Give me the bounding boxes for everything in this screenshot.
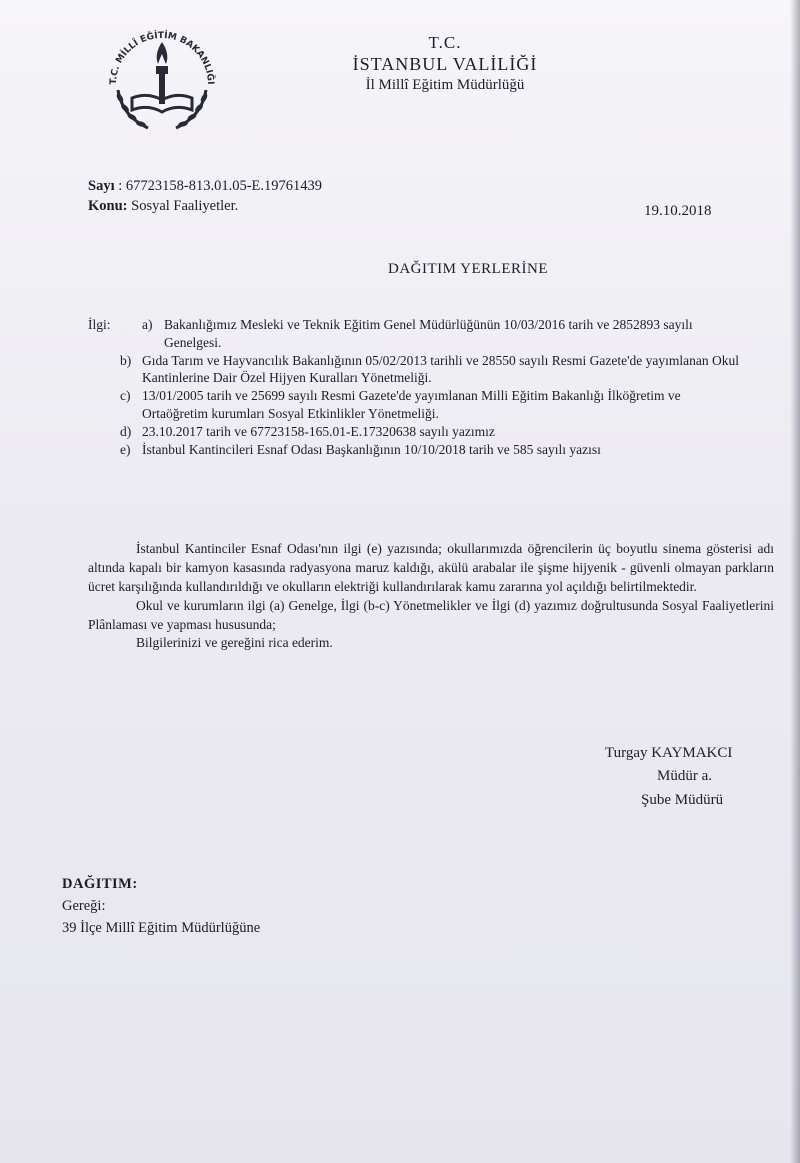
signature-block [605,742,775,812]
reference-item [120,387,748,423]
signer-name: Turgay KAYMAKCI [605,745,733,761]
reference-letter: c) [120,388,131,404]
header-directorate: İl Millî Eğitim Müdürlüğü [365,76,525,93]
header-governorship: İSTANBUL VALİLİĞİ [352,54,538,75]
letterhead [330,32,560,95]
reference-text: Bakanlığımız Mesleki ve Teknik Eğitim Genel Müdürlüğünün 10/03/2016 tarih ve 2852893 sayılı Genelgesi. [164,317,693,350]
body-paragraph-2: Okul ve kurumların ilgi (a) Genelge, İlgi (b-c) Yönetmelikler ve İlgi (d) yazımız doğrultusunda Sosyal Faaliyetlerini Plânlaması ve yapması hususunda; [88,597,774,632]
reference-item [120,423,748,441]
konu-label: Konu: [88,198,128,214]
konu-value: Sosyal Faaliyetler. [131,198,239,214]
reference-item [120,441,748,459]
reference-text: İstanbul Kantincileri Esnaf Odası Başkanlığının 10/10/2018 tarih ve 585 sayılı yazısı [142,441,601,457]
konu-line [88,198,238,215]
signer-title-2: Şube Müdürü [641,791,724,808]
ministry-logo-seal [98,20,226,140]
reference-text: Gıda Tarım ve Hayvancılık Bakanlığının 05/02/2013 tarihli ve 28550 sayılı Resmi Gazete'de yayımlanan Okul Kantinlerine Dair Özel Hijyen Kuralları Yönetmeliği. [142,352,739,386]
addressee: DAĞITIM YERLERİNE [388,261,549,277]
body-paragraph-1: İstanbul Kantinciler Esnaf Odası'nın ilgi (e) yazısında; okullarımızda öğrencilerin üç boyutlu sinema gösterisi adı altında kapalı bir kamyon kasasında radyasyona maruz kaldığı, akülü arabalar ile şişme hijyenik - güvenli olmayan parkların ücret karşılığında kullandırıldığı ve okulların elektriği kullandırılarak kamu zararına yol açıldığı belirtilmektedir. [88,541,774,594]
reference-letter: e) [120,441,131,457]
scan-edge-shadow [790,0,800,1163]
reference-text: 13/01/2005 tarih ve 25699 sayılı Resmi Gazete'de yayımlanan Milli Eğitim Bakanlığı İlköğretim ve Ortaöğretim kurumları Sosyal Etkinlikler Yönetmeliği. [142,388,681,422]
letter-body [88,540,774,653]
distribution-line-1: Gereği: [62,897,106,914]
signer-title-1: Müdür a. [657,768,712,785]
header-tc: T.C. [428,33,462,52]
reference-item [88,316,748,352]
distribution-title: DAĞITIM: [62,876,138,892]
body-paragraph-3: Bilgilerinizi ve gereğini rica ederim. [136,635,333,651]
reference-text: 23.10.2017 tarih ve 67723158-165.01-E.17320638 sayılı yazımız [142,423,495,439]
document-date: 19.10.2018 [644,203,712,219]
distribution-block [62,874,260,939]
sayi-value: : 67723158-813.01.05-E.19761439 [118,178,323,194]
reference-letter: b) [120,352,132,368]
ilgi-label: İlgi: [88,317,111,332]
reference-letter: d) [120,423,132,439]
references-block [88,316,748,459]
sayi-line [88,178,322,195]
reference-item [120,352,748,388]
sayi-label: Sayı [88,178,115,194]
distribution-line-2: 39 İlçe Millî Eğitim Müdürlüğüne [62,919,261,936]
svg-text:T.C. MİLLÎ EĞİTİM BAKANLIĞI: T.C. MİLLÎ EĞİTİM BAKANLIĞI [108,30,216,85]
reference-letter: a) [142,317,153,332]
